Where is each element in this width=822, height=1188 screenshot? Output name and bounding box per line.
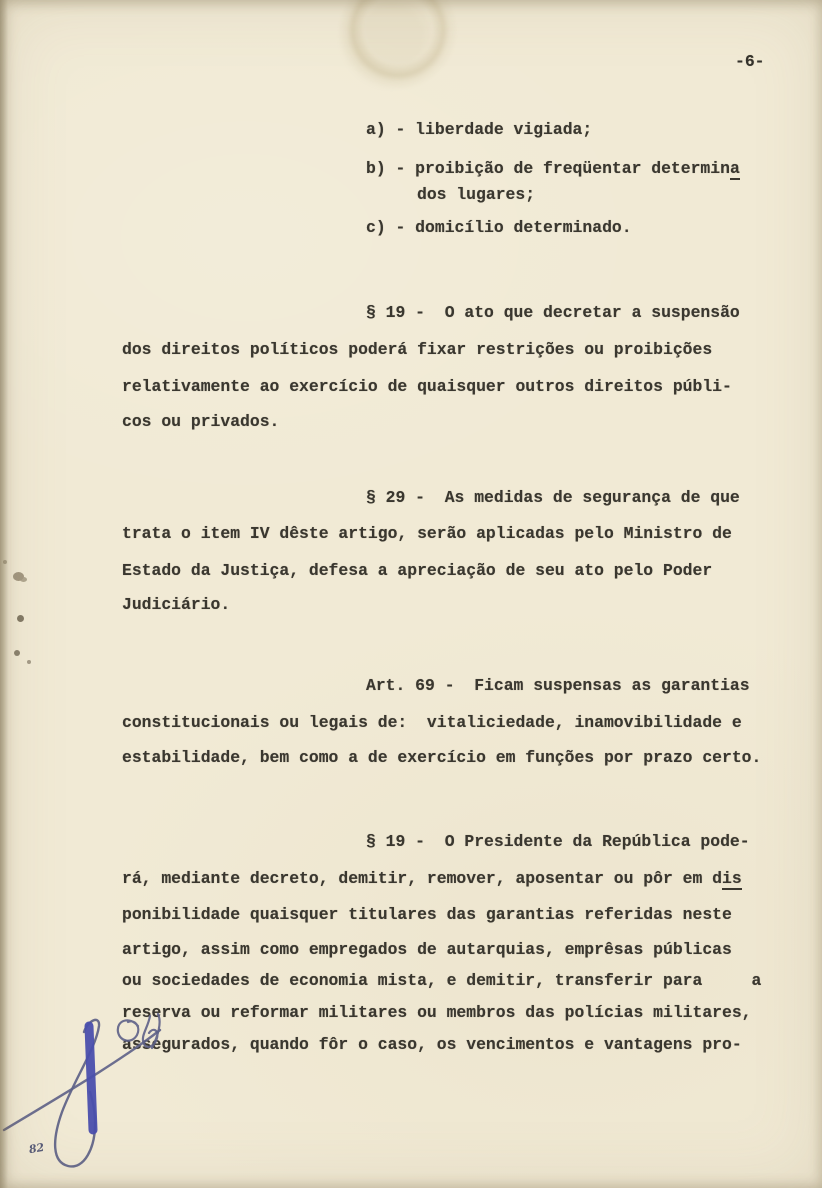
text-run: b) - proibição de freqüentar determin [366, 159, 730, 178]
alinea-list-line [366, 216, 632, 240]
scan-edge-shadow [0, 0, 8, 1188]
paragraph-1-line [366, 301, 740, 325]
paper-speck [17, 615, 24, 622]
pen-loop-flourish [55, 1020, 99, 1167]
paragraph-1-art6-line [122, 1001, 752, 1025]
paragraph-1-line [122, 410, 279, 434]
paper-speck [14, 650, 20, 656]
text-run: § 19 - O ato que decretar a suspensão [366, 303, 740, 322]
paragraph-2-line [366, 486, 740, 510]
alinea-list-line [366, 118, 592, 142]
text-run: artigo, assim como empregados de autarquias, emprêsas públicas [122, 940, 732, 959]
text-run: rá, mediante decreto, demitir, remover, aposentar ou pôr em d [122, 869, 722, 888]
text-run: Judiciário. [122, 595, 231, 614]
pen-thick-bar [89, 1026, 93, 1130]
paragraph-1-line [122, 375, 732, 399]
page-number: -6- [735, 52, 765, 71]
text-run: dos direitos políticos poderá fixar restrições ou proibições [122, 340, 713, 359]
paragraph-1-art6-line [122, 1033, 742, 1057]
paper-stain [13, 572, 24, 581]
text-run: c) - domicílio determinado. [366, 218, 632, 237]
text-run: assegurados, quando fôr o caso, os vencimentos e vantagens pro- [122, 1035, 742, 1054]
alinea-list-line [417, 183, 535, 207]
text-run: Art. 69 - Ficam suspensas as garantias [366, 676, 750, 695]
paragraph-1-art6-line [122, 903, 732, 927]
paragraph-2-line [122, 559, 712, 583]
paper-speck [27, 660, 31, 664]
text-run: relativamente ao exercício de quaisquer outros direitos públi- [122, 377, 732, 396]
paragraph-2-line [122, 593, 230, 617]
text-run: reserva ou reformar militares ou membros das polícias militares, [122, 1003, 752, 1022]
text-run: trata o item IV dêste artigo, serão aplicadas pelo Ministro de [122, 524, 732, 543]
text-run: estabilidade, bem como a de exercício em funções por prazo certo. [122, 748, 762, 767]
text-run: constitucionais ou legais de: vitaliciedade, inamovibilidade e [122, 713, 742, 732]
paragraph-1-art6-line [366, 830, 750, 854]
text-run: dos lugares; [417, 185, 536, 204]
underlined-text-run: a [729, 159, 740, 178]
underlined-text-run: is [722, 869, 742, 888]
text-run: ponibilidade quaisquer titulares das garantias referidas neste [122, 905, 732, 924]
paragraph-2-line [122, 522, 732, 546]
text-run: a) - liberdade vigiada; [366, 120, 593, 139]
paragraph-1-art6-line [122, 969, 761, 993]
text-run: § 19 - O Presidente da República pode- [366, 832, 750, 851]
article-6-line [122, 746, 761, 770]
paragraph-1-art6-line [122, 867, 742, 891]
text-run: ou sociedades de economia mista, e demitir, transferir para a [122, 971, 762, 990]
article-6-line [122, 711, 742, 735]
text-run: cos ou privados. [122, 412, 280, 431]
paragraph-1-line [122, 338, 712, 362]
text-run: § 29 - As medidas de segurança de que [366, 488, 740, 507]
paragraph-1-art6-line [122, 938, 732, 962]
text-run: Estado da Justiça, defesa a apreciação de seu ato pelo Poder [122, 561, 713, 580]
alinea-list-line [366, 157, 740, 181]
embossed-seal [334, 0, 462, 94]
article-6-line [366, 674, 750, 698]
handwritten-margin-note: 82 [27, 1140, 46, 1157]
